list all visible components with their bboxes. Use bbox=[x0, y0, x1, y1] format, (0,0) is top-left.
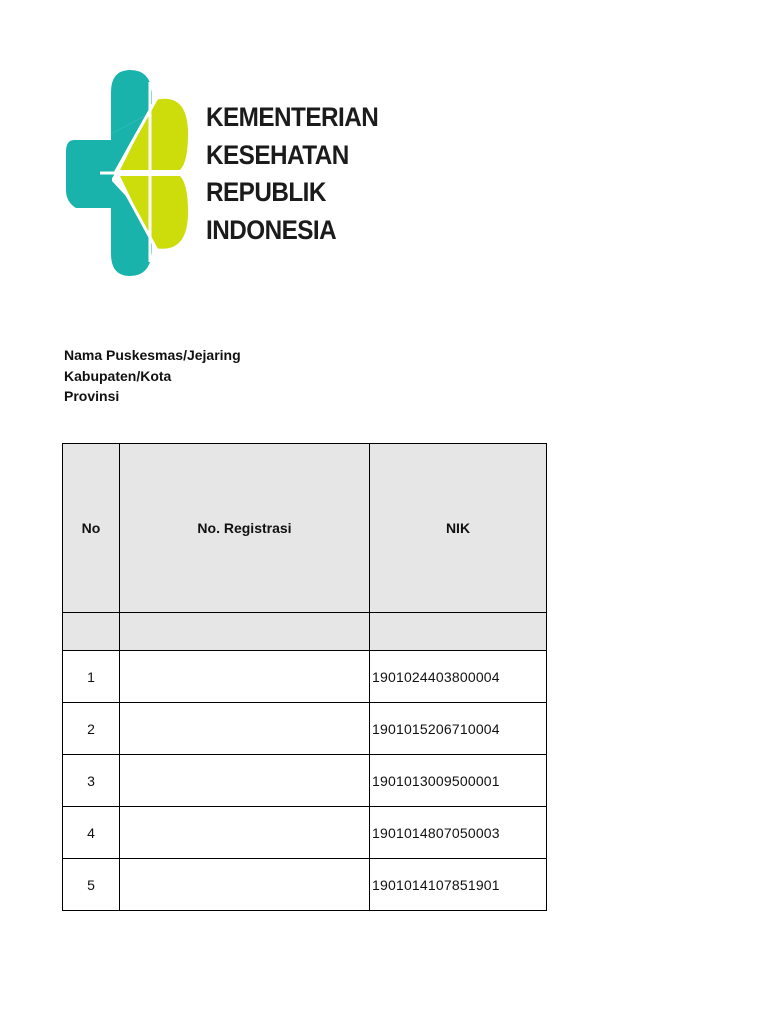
cell-registrasi bbox=[120, 859, 370, 911]
subheader-cell bbox=[63, 613, 120, 651]
patient-table bbox=[62, 443, 547, 911]
header-registrasi: No. Registrasi bbox=[120, 444, 370, 613]
subheader-cell bbox=[370, 613, 547, 651]
header-no: No bbox=[63, 444, 120, 613]
cell-no: 4 bbox=[63, 807, 120, 859]
logo-line-4: INDONESIA bbox=[206, 214, 337, 245]
cell-nik: 1901014107851901 bbox=[370, 859, 547, 911]
kabupaten-label: Kabupaten/Kota bbox=[64, 367, 172, 384]
cell-nik: 1901013009500001 bbox=[370, 755, 547, 807]
table-row bbox=[63, 755, 547, 807]
cell-no: 1 bbox=[63, 651, 120, 703]
cell-registrasi bbox=[120, 651, 370, 703]
header-nik: NIK bbox=[370, 444, 547, 613]
logo-line-2: KESEHATAN bbox=[206, 139, 349, 170]
table-header-row bbox=[63, 444, 547, 613]
provinsi-label: Provinsi bbox=[64, 388, 120, 404]
cell-no: 5 bbox=[63, 859, 120, 911]
table-row bbox=[63, 703, 547, 755]
table-row bbox=[63, 807, 547, 859]
info-labels bbox=[64, 345, 241, 407]
cell-registrasi bbox=[120, 703, 370, 755]
kemenkes-emblem-icon bbox=[60, 62, 190, 282]
table-row bbox=[63, 651, 547, 703]
cell-nik: 1901024403800004 bbox=[370, 651, 547, 703]
subheader-cell bbox=[120, 613, 370, 651]
table-subheader-row bbox=[63, 613, 547, 651]
kemenkes-logo bbox=[60, 62, 379, 282]
cell-registrasi bbox=[120, 755, 370, 807]
table-row bbox=[63, 859, 547, 911]
cell-no: 3 bbox=[63, 755, 120, 807]
cell-no: 2 bbox=[63, 703, 120, 755]
logo-line-1: KEMENTERIAN bbox=[206, 102, 379, 132]
puskesmas-label: Nama Puskesmas/Jejaring bbox=[64, 347, 241, 363]
cell-nik: 1901014807050003 bbox=[370, 807, 547, 859]
cell-registrasi bbox=[120, 807, 370, 859]
logo-line-3: REPUBLIK bbox=[206, 177, 326, 207]
logo-wordmark bbox=[206, 99, 378, 249]
cell-nik: 1901015206710004 bbox=[370, 703, 547, 755]
